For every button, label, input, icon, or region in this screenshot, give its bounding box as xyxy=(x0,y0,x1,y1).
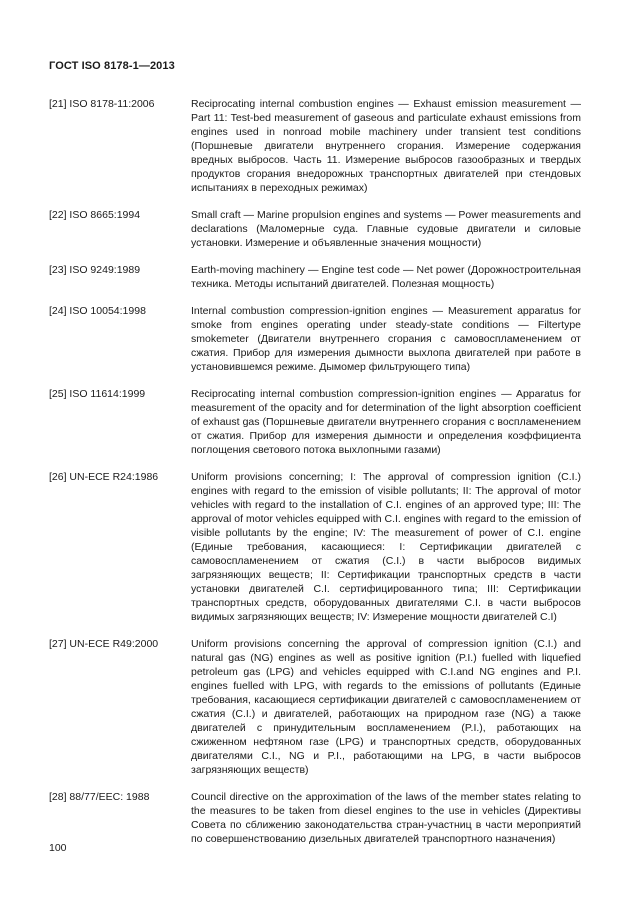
reference-text: Uniform provisions concerning; I: The approval of compression ignition (C.I.) engines with regard to the emission of visible pollutants; II: The approval of motor vehicles with regard to the installation of C.I. engines of an approved type; III: The approval of motor vehicles equipped with C.I. engines with regard to the emission of visible pollutants by the engine; IV: The measurement of power of C.I. engine (Единые требования, касающиеся: I: Сертификации двигателей с самовоспламенением от сжатия (C.I.) в части выбросов видимых загрязняющих веществ; II: Сертификации транспортных средств в части установки двигателей C.I. сертифицированного типа; III: Сертификации транспортных средств, оборудованных двигателями C.I. в части выбросов видимых загрязняющих веществ; IV: Измерение мощности двигателей C.I) xyxy=(191,471,581,623)
reference-text: Reciprocating internal combustion engines — Exhaust emission measurement — Part 11: Test-bed measurement of gaseous and particulate exhaust emissions from engines used in nonroad mobile machinery under transient test conditions (Поршневые двигатели внутреннего сгорания. Измерение содержания вредных выбросов. Часть 11. Измерение выбросов газообразных и твердых продуктов сгорания внедорожных транспортных двигателей при стендовых испытаниях в переходных режимах) xyxy=(191,98,581,194)
bibliography-entry xyxy=(49,637,581,777)
bibliography-entry xyxy=(49,387,581,457)
reference-label: [24] ISO 10054:1998 xyxy=(49,305,146,317)
reference-label: [22] ISO 8665:1994 xyxy=(49,209,141,221)
bibliography-entry xyxy=(49,790,581,846)
reference-text: Council directive on the approximation of the laws of the member states relating to the measures to be taken from diesel engines to the use in vehicles (Директивы Совета по сближению законодательства стран-участниц в части мероприятий по совершенствованию дизельных двигателей транспортного назначения) xyxy=(191,791,581,845)
reference-label: [25] ISO 11614:1999 xyxy=(49,388,146,400)
bibliography-entry xyxy=(49,208,581,250)
bibliography-list xyxy=(49,97,581,859)
bibliography-entry xyxy=(49,304,581,374)
bibliography-entry xyxy=(49,263,581,291)
reference-label: [28] 88/77/EEC: 1988 xyxy=(49,791,150,803)
reference-text: Small craft — Marine propulsion engines and systems — Power measurements and declarations (Маломерные суда. Главные судовые двигатели и силовые установки. Измерение и объявленные значения мощности) xyxy=(191,209,581,249)
reference-text: Reciprocating internal combustion compression-ignition engines — Apparatus for measurement of the opacity and for determination of the light absorption coefficient of exhaust gas (Поршневые двигатели внутреннего сгорания с воспламенением от сжатия. Прибор для измерения дымности и определения коэффициента поглощения светового потока выхлопными газами) xyxy=(191,388,581,456)
document-header: ГОСТ ISO 8178-1—2013 xyxy=(49,60,175,72)
page-number: 100 xyxy=(49,842,67,854)
reference-text: Internal combustion compression-ignition engines — Measurement apparatus for smoke from engines operating under steady-state conditions — Filtertype smokemeter (Двигатели внутреннего сгорания с самовоспламенением от сжатия. Прибор для измерения дымности выхлопа двигателей при работе в установившемся режиме. Дымомер фильтрующего типа) xyxy=(191,305,581,373)
reference-label: [21] ISO 8178-11:2006 xyxy=(49,98,155,110)
reference-label: [23] ISO 9249:1989 xyxy=(49,264,141,276)
bibliography-entry xyxy=(49,470,581,624)
reference-text: Earth-moving machinery — Engine test code — Net power (Дорожностроительная техника. Методы испытаний двигателей. Полезная мощность) xyxy=(191,264,581,290)
reference-text: Uniform provisions concerning the approval of compression ignition (C.I.) and natural gas (NG) engines as well as positive ignition (P.I.) fuelled with liquefied petroleum gas (LPG) and vehicles equipped with C.I.and NG engines and P.I. engines fuelled with LPG, with regards to the emissions of pollutants (Единые требования, касающиеся сертификации двигателей с самовоспламенением от сжатия (C.I.) и двигателей, работающих на природном газе (NG) а также двигателей с принудительным воспламенением (P.I.), работающих на сжиженном нефтяном газе (LPG) и транспортных средств, оборудованных двигателями C.I., NG и P.I., работающими на LPG, в части выбросов загрязняющих веществ) xyxy=(191,638,581,776)
reference-label: [26] UN-ECE R24:1986 xyxy=(49,471,159,483)
reference-label: [27] UN-ECE R49:2000 xyxy=(49,638,159,650)
bibliography-entry xyxy=(49,97,581,195)
